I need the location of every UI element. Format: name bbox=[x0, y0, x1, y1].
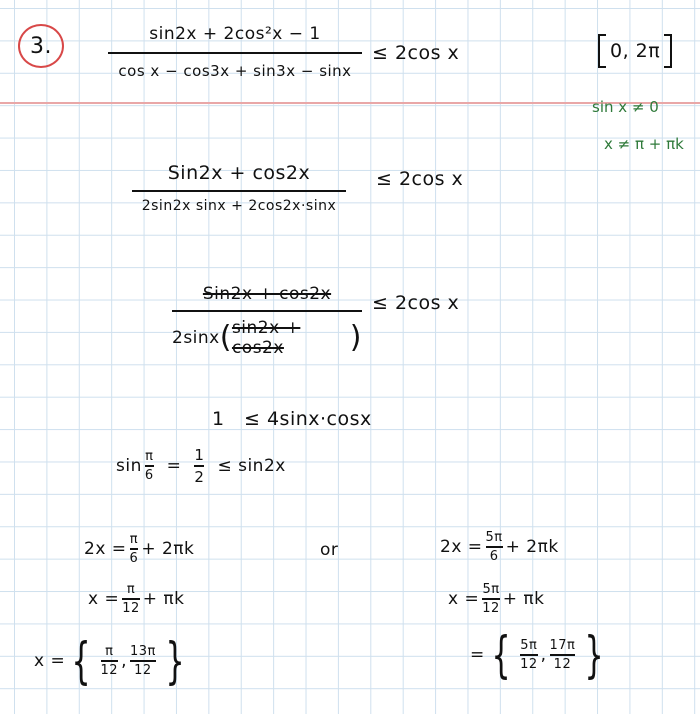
answer-a-bar1 bbox=[101, 660, 119, 662]
step5-half-bar bbox=[194, 465, 204, 467]
interval bbox=[598, 34, 672, 68]
step1-numerator: sin2x + 2cos²x − 1 bbox=[149, 24, 321, 44]
problem-number-badge bbox=[18, 24, 64, 68]
step3-fraction bbox=[172, 284, 362, 358]
case-a-line2-num: π bbox=[126, 582, 136, 597]
or-word: or bbox=[320, 540, 339, 560]
step3-denominator-prefix: 2sinx bbox=[172, 328, 220, 348]
answer-b bbox=[470, 626, 611, 684]
answer-a-frac1 bbox=[101, 644, 119, 678]
answer-a-bar2 bbox=[130, 660, 156, 662]
right-bracket bbox=[664, 34, 672, 68]
case-a-line2-bar bbox=[122, 598, 140, 600]
answer-a-prefix: x = bbox=[34, 651, 66, 671]
answer-a-n2: 13π bbox=[129, 644, 156, 660]
step5-six: 6 bbox=[144, 467, 154, 483]
left-bracket bbox=[598, 34, 606, 68]
step1-fraction bbox=[108, 24, 362, 80]
case-a-line1-rest: + 2πk bbox=[141, 538, 195, 559]
step3-denominator-inner: sin2x + cos2x bbox=[231, 318, 301, 358]
answer-b-bar2 bbox=[550, 654, 576, 656]
step5-eq: = bbox=[166, 455, 182, 476]
step5-pi-over-6 bbox=[145, 449, 154, 483]
case-b-line1-frac bbox=[486, 530, 503, 564]
answer-b-right-brace: } bbox=[584, 626, 605, 684]
answer-a-sep: , bbox=[121, 651, 127, 671]
step5-pi: π bbox=[145, 449, 154, 464]
answer-b-bar1 bbox=[520, 654, 538, 656]
case-a-line1-bar bbox=[130, 548, 139, 550]
answer-a-d1: 12 bbox=[100, 662, 119, 678]
case-b-line1-den: 6 bbox=[489, 548, 499, 564]
answer-a-left-brace: { bbox=[71, 632, 92, 690]
case-b-line1-rest: + 2πk bbox=[505, 536, 559, 557]
step5-one: 1 bbox=[194, 446, 205, 464]
answer-b-n2: 17π bbox=[549, 638, 576, 654]
step1-denominator: cos x − cos3x + sin3x − sinx bbox=[118, 62, 352, 80]
case-b-line2-lhs: x = bbox=[448, 588, 480, 609]
right-paren: ) bbox=[349, 320, 362, 355]
answer-b-d2: 12 bbox=[553, 656, 572, 672]
interval-text: 0, 2π bbox=[610, 40, 661, 62]
case-a-line1-lhs: 2x = bbox=[84, 538, 127, 559]
step5-sin: sin bbox=[116, 455, 142, 476]
answer-b-n1: 5π bbox=[520, 638, 538, 654]
step4-lhs: 1 bbox=[212, 408, 225, 430]
case-a-line2-den: 12 bbox=[122, 600, 140, 616]
step4-rhs: ≤ 4sinx·cosx bbox=[244, 408, 372, 430]
step3-fraction-bar bbox=[172, 310, 362, 312]
case-b-line1-lhs: 2x = bbox=[440, 536, 483, 557]
step3-rhs: ≤ 2cos x bbox=[372, 292, 460, 314]
step5-two: 2 bbox=[194, 467, 205, 486]
case-a-line1-frac bbox=[130, 532, 139, 566]
step1-rhs: ≤ 2cos x bbox=[372, 42, 460, 64]
case-b-line2-den: 12 bbox=[482, 600, 500, 616]
step2-rhs: ≤ 2cos x bbox=[376, 168, 464, 190]
answer-b-d1: 12 bbox=[520, 656, 538, 672]
case-b-line2-num: 5π bbox=[482, 582, 500, 597]
answer-b-frac1 bbox=[520, 638, 538, 672]
answer-a-d2: 12 bbox=[134, 662, 152, 678]
answer-b-left-brace: { bbox=[491, 626, 511, 684]
case-b-line2-bar bbox=[482, 598, 500, 600]
step5-rest: ≤ sin2x bbox=[217, 455, 286, 476]
left-paren: ( bbox=[219, 320, 232, 355]
restriction-x: x ≠ π + πk bbox=[604, 135, 684, 153]
case-b-line1-bar bbox=[486, 546, 503, 548]
problem-number: 3. bbox=[30, 33, 52, 59]
step2-numerator: Sin2x + cos2x bbox=[167, 162, 311, 184]
step2-fraction bbox=[132, 162, 346, 214]
case-b-line1-num: 5π bbox=[485, 530, 503, 545]
case-a-line2-rest: + πk bbox=[142, 588, 185, 609]
case-b-line2-frac bbox=[482, 582, 500, 616]
answer-b-frac2 bbox=[550, 638, 576, 672]
case-a-line2 bbox=[88, 582, 185, 616]
answer-b-sep: , bbox=[540, 645, 547, 665]
step3-denominator bbox=[172, 318, 362, 358]
case-a-line2-frac bbox=[122, 582, 140, 616]
step1-fraction-bar bbox=[108, 52, 362, 54]
step5-line bbox=[116, 446, 286, 486]
step5-one-half bbox=[194, 446, 204, 486]
case-b-line2-rest: + πk bbox=[502, 588, 545, 609]
answer-a-frac2 bbox=[130, 644, 156, 678]
case-b-line2 bbox=[448, 582, 545, 616]
restriction-sin: sin x ≠ 0 bbox=[592, 98, 659, 116]
answer-b-prefix: = bbox=[470, 645, 485, 665]
answer-a-right-brace: } bbox=[165, 632, 185, 690]
step2-denominator: 2sin2x sinx + 2cos2x·sinx bbox=[141, 198, 337, 214]
case-b-line1 bbox=[440, 530, 559, 564]
step2-fraction-bar bbox=[132, 190, 346, 192]
case-a-line1 bbox=[84, 532, 194, 566]
step3-numerator: Sin2x + cos2x bbox=[202, 284, 332, 304]
answer-a bbox=[34, 632, 191, 690]
step5-frac-bar bbox=[145, 465, 154, 467]
case-a-line1-num: π bbox=[129, 532, 139, 547]
case-a-line1-den: 6 bbox=[129, 550, 139, 566]
answer-a-n1: π bbox=[105, 644, 114, 660]
case-a-line2-lhs: x = bbox=[88, 588, 120, 609]
